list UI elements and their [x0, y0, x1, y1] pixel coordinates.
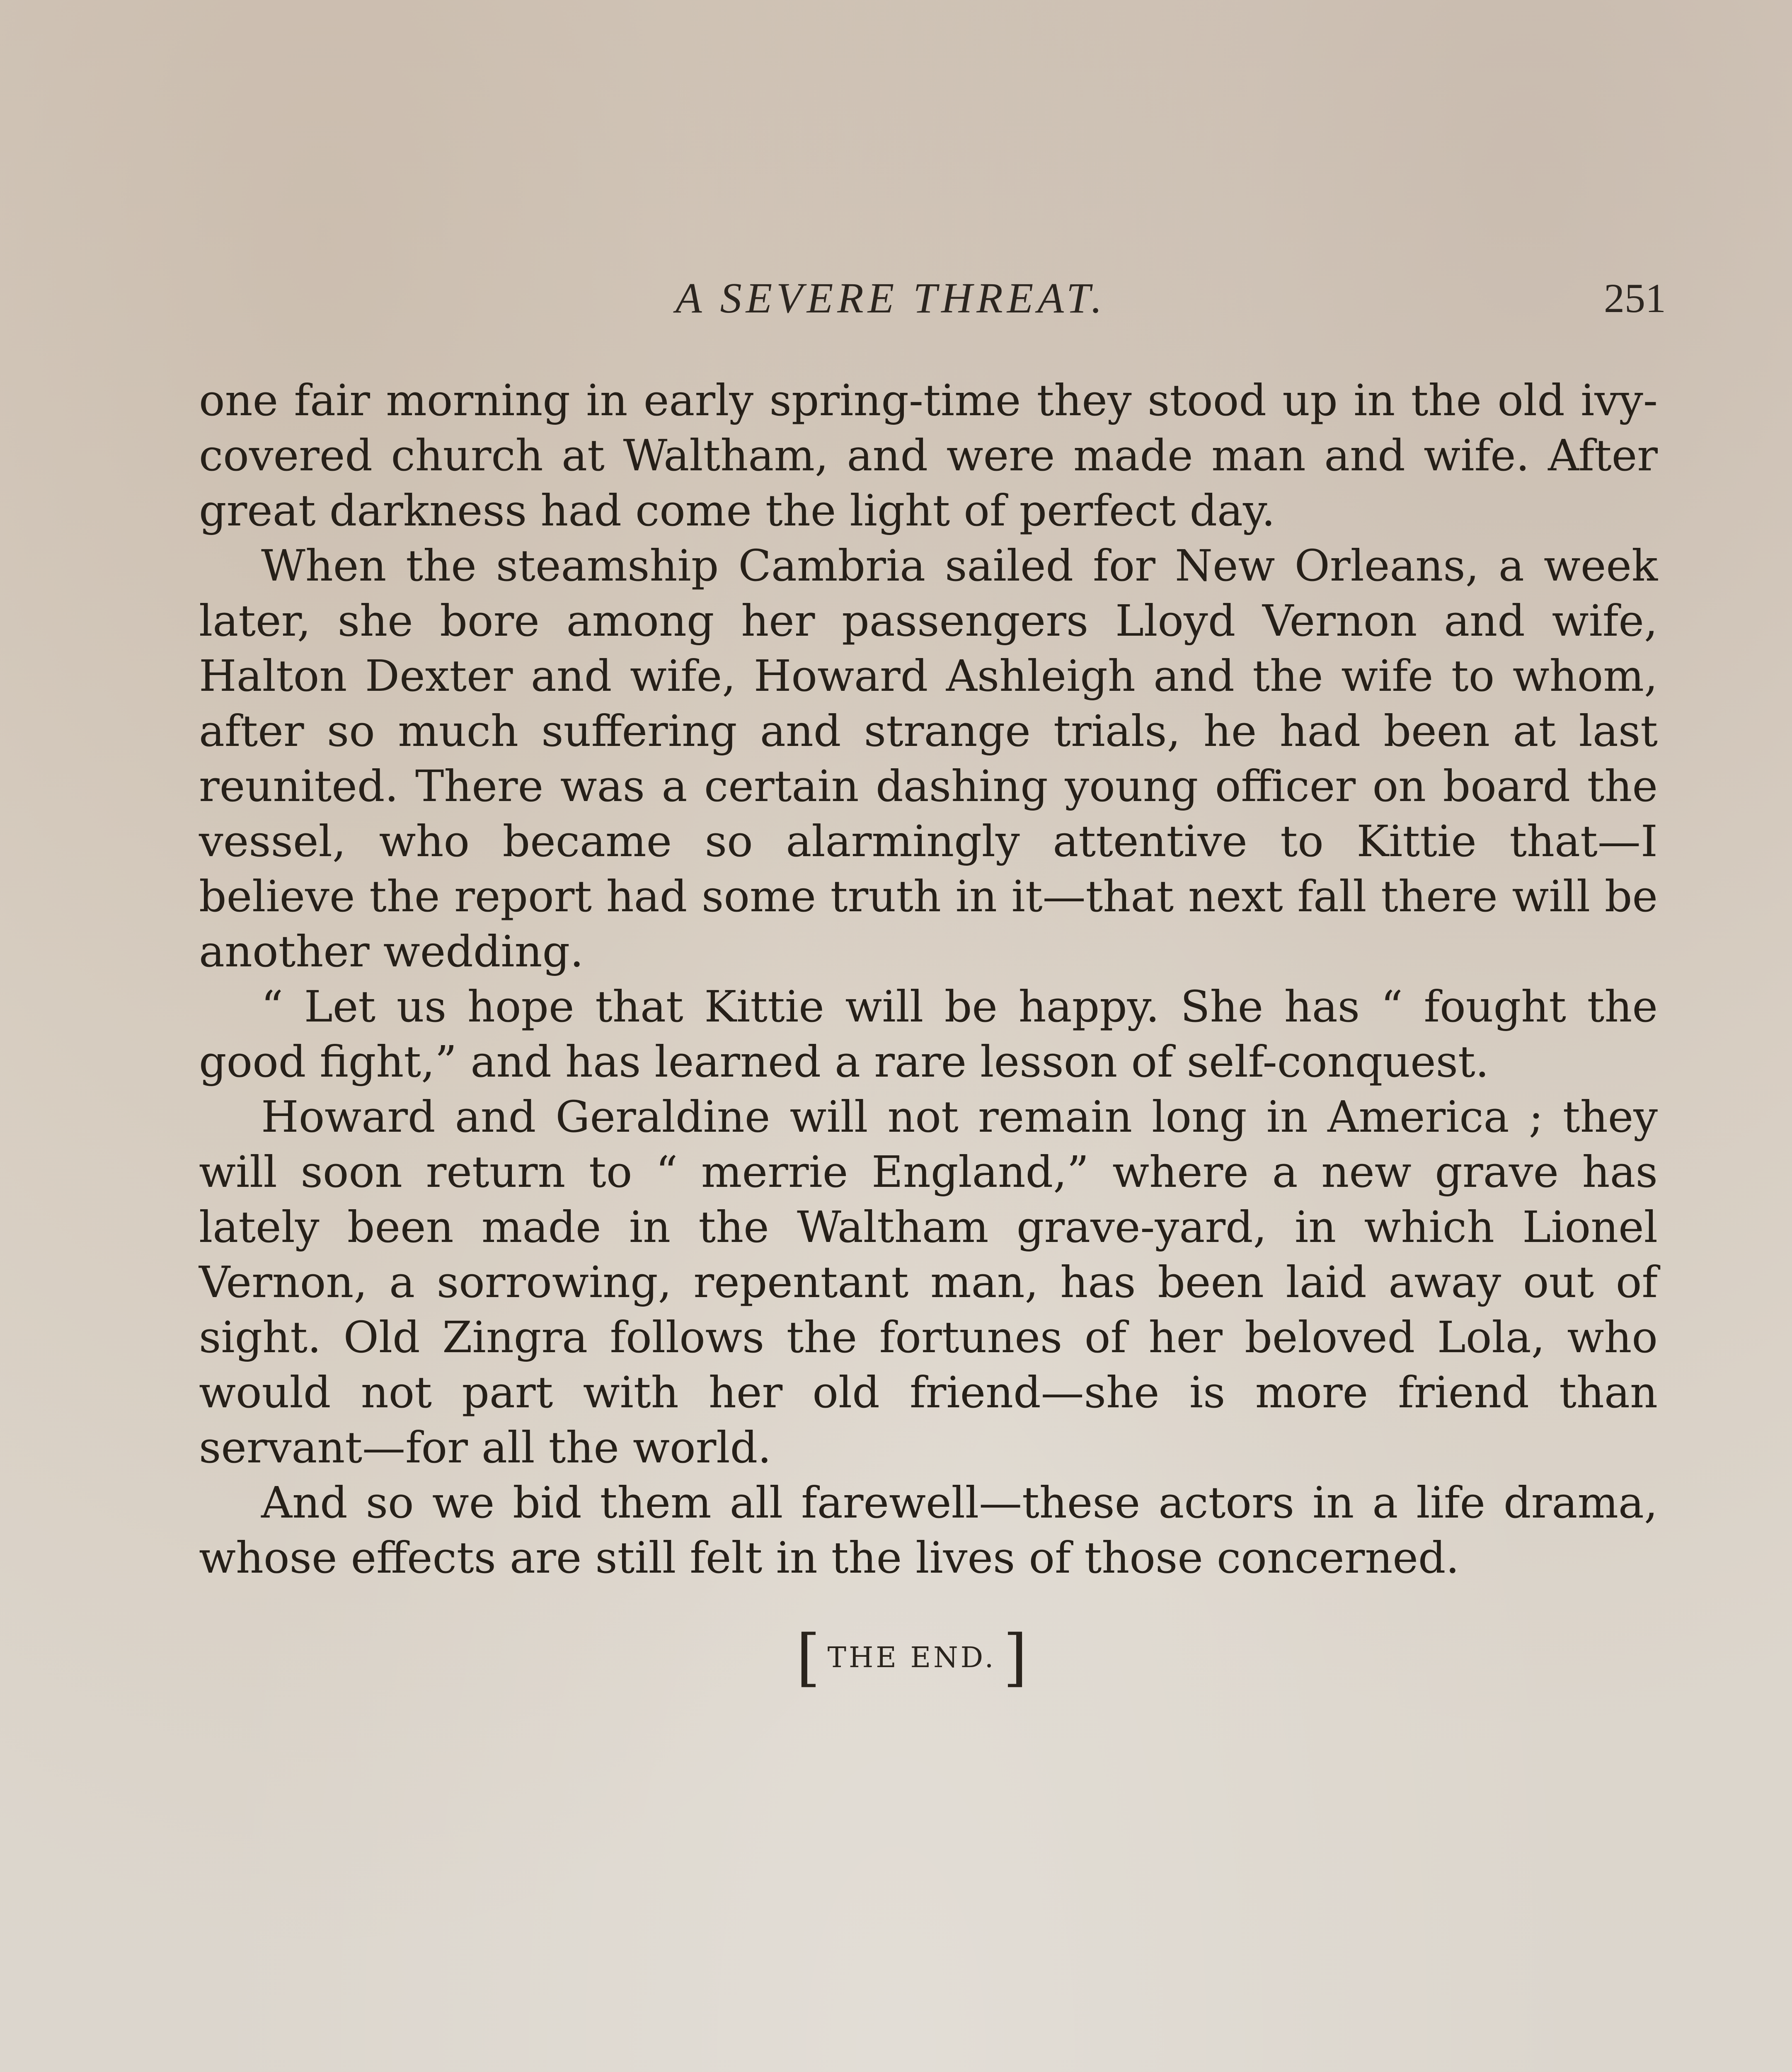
open-bracket: [	[796, 1622, 821, 1694]
close-bracket: ]	[1003, 1622, 1027, 1694]
running-head	[199, 265, 1666, 332]
body-text	[199, 373, 1658, 1585]
running-title: A SEVERE THREAT.	[676, 274, 1107, 322]
the-end-label: THE END.	[827, 1641, 996, 1674]
paragraph-2: When the steamship Cambria sailed for New Orleans, a week later, she bore among her passengers Lloyd Vernon and wife, Halton Dexter and wife, Howard Ashleigh and the wife to whom, after so much suffering and strange trials, he had been at last reunited. There was a certain dashing young officer on board the vessel, who became so alarmingly attentive to Kittie that—I believe the report had some truth in it—that next fall there will be another wedding.	[199, 540, 1658, 977]
paragraph-3: “ Let us hope that Kittie will be happy. She has “ fought the good fight,” and has learned a rare lesson of self-conquest.	[199, 981, 1658, 1087]
page-number: 251	[1604, 275, 1666, 321]
paragraph-4: Howard and Geraldine will not remain long in America ; they will soon return to “ merrie England,” where a new grave has lately been made in the Waltham grave-yard, in which Lionel Vernon, a sorrowing, repentant man, has been laid away out of sight. Old Zingra follows the fortunes of her beloved Lola, who would not part with her old friend—she is more friend than servant—for all the world.	[199, 1092, 1658, 1473]
the-end-marker	[787, 1616, 1036, 1699]
paragraph-1: one fair morning in early spring-time they stood up in the old ivy-covered church at Waltham, and were made man and wife. After great darkness had come the light of perfect day.	[199, 375, 1658, 536]
paragraph-5: And so we bid them all farewell—these actors in a life drama, whose effects are still felt in the lives of those concerned.	[199, 1477, 1658, 1583]
